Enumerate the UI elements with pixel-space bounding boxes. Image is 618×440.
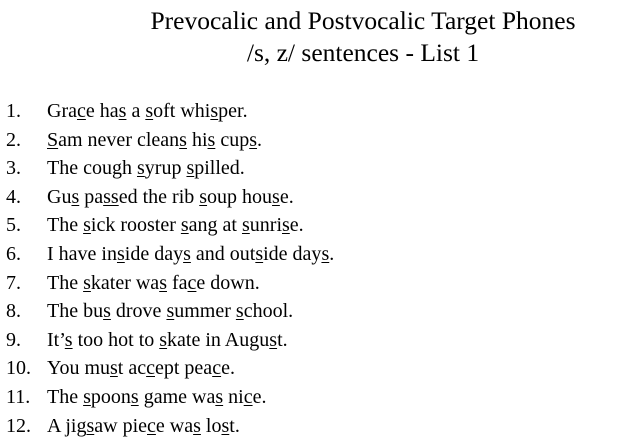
list-item-sentence bbox=[47, 297, 293, 326]
list-item-sentence bbox=[47, 383, 266, 412]
target-phone: s bbox=[83, 271, 91, 294]
sentence-text: ick rooster bbox=[90, 214, 181, 237]
target-phone: s bbox=[255, 242, 264, 265]
list-item-number: 1. bbox=[6, 100, 21, 122]
sentence-text: t. bbox=[229, 414, 240, 437]
target-phone: s bbox=[159, 271, 167, 294]
sentence-text: unri bbox=[249, 214, 282, 237]
target-phone: s bbox=[159, 328, 168, 351]
sentence-text: ide day bbox=[263, 242, 322, 265]
list-item-number: 3. bbox=[6, 157, 21, 180]
target-phone: ss bbox=[103, 185, 119, 208]
sentence-text: e. bbox=[289, 214, 304, 237]
target-phone: s bbox=[71, 185, 80, 208]
target-phone: s bbox=[207, 128, 216, 151]
target-phone: c bbox=[76, 100, 86, 122]
list-item-number: 4. bbox=[6, 185, 21, 208]
list-item-number: 2. bbox=[6, 128, 21, 151]
sentence-text: oft whi bbox=[153, 100, 211, 122]
target-phone: s bbox=[235, 300, 244, 323]
list-item-sentence bbox=[47, 183, 294, 212]
sentence-text: poon bbox=[90, 385, 131, 408]
sentence-text: You mu bbox=[47, 357, 110, 380]
sentence-text: . bbox=[257, 128, 263, 151]
target-phone: s bbox=[199, 185, 208, 208]
sentence-text: e. bbox=[252, 385, 267, 408]
list-item-sentence bbox=[47, 412, 240, 440]
page-title: Prevocalic and Postvocalic Target Phones bbox=[150, 6, 576, 35]
sentence-text: ang at bbox=[188, 214, 242, 237]
target-phone: s bbox=[145, 100, 154, 122]
target-phone: s bbox=[118, 100, 127, 122]
target-phone: s bbox=[166, 300, 175, 323]
target-phone: s bbox=[282, 214, 290, 237]
sentence-text: yrup bbox=[144, 157, 187, 180]
sentence-text: and out bbox=[190, 242, 256, 265]
sentence-text: ummer bbox=[174, 300, 236, 323]
target-phone: s bbox=[179, 128, 187, 151]
sentence-text: e. bbox=[221, 357, 235, 380]
target-phone: s bbox=[103, 300, 111, 323]
list-item-sentence bbox=[47, 154, 245, 183]
list-item-number: 11. bbox=[6, 385, 31, 408]
sentence-text: hi bbox=[186, 128, 208, 151]
target-phone: s bbox=[269, 328, 278, 351]
target-phone: s bbox=[210, 100, 219, 122]
list-item-number: 8. bbox=[6, 300, 21, 323]
sentence-text: am never clean bbox=[58, 128, 180, 151]
list-item-number: 12. bbox=[6, 414, 31, 437]
sentence-text: kater wa bbox=[90, 271, 160, 294]
sentence-text: It’ bbox=[47, 328, 65, 351]
list-item-number: 6. bbox=[6, 242, 21, 265]
sentence-text: aw pie bbox=[94, 414, 148, 437]
target-phone: S bbox=[47, 128, 59, 151]
target-phone: s bbox=[130, 385, 139, 408]
sentence-text: ni bbox=[223, 385, 244, 408]
sentence-text: The bbox=[47, 271, 84, 294]
sentence-text: kate in Augu bbox=[167, 328, 270, 351]
target-phone: c bbox=[187, 271, 197, 294]
sentence-text: chool. bbox=[243, 300, 294, 323]
list-item-sentence bbox=[47, 326, 288, 355]
sentence-text: drove bbox=[110, 300, 167, 323]
sentence-text: fa bbox=[166, 271, 188, 294]
sentence-text: Gu bbox=[47, 185, 72, 208]
target-phone: c bbox=[212, 357, 222, 380]
page-subtitle: /s, z/ sentences - List 1 bbox=[246, 38, 480, 67]
target-phone: s bbox=[64, 328, 73, 351]
list-item-sentence bbox=[47, 240, 334, 269]
list-item-sentence bbox=[47, 211, 304, 240]
sentence-text: game wa bbox=[138, 385, 216, 408]
sentence-text: The cough bbox=[47, 157, 137, 180]
target-phone: s bbox=[136, 157, 145, 180]
target-phone: s bbox=[86, 414, 95, 437]
sentence-text: pa bbox=[79, 185, 104, 208]
target-phone: s bbox=[110, 357, 118, 380]
target-phone: s bbox=[321, 242, 330, 265]
sentence-text: I have in bbox=[47, 242, 117, 265]
sentence-text: t ac bbox=[117, 357, 147, 380]
sentence-text: pilled. bbox=[194, 157, 245, 180]
sentence-text: too hot to bbox=[72, 328, 160, 351]
target-phone: c bbox=[243, 385, 253, 408]
target-phone: s bbox=[186, 157, 195, 180]
list-item-sentence bbox=[47, 354, 235, 383]
sentence-text: t. bbox=[277, 328, 288, 351]
sentence-text: a bbox=[126, 100, 146, 122]
target-phone: s bbox=[116, 242, 125, 265]
sentence-text: Gra bbox=[47, 100, 77, 122]
sentence-text: e. bbox=[279, 185, 294, 208]
sentence-text: e wa bbox=[155, 414, 194, 437]
target-phone: s bbox=[215, 385, 224, 408]
sentence-text: The bbox=[47, 385, 84, 408]
sentence-text: e ha bbox=[85, 100, 119, 122]
sentence-text: e down. bbox=[196, 271, 260, 294]
target-phone: s bbox=[241, 214, 250, 237]
list-item-number: 7. bbox=[6, 271, 21, 294]
target-phone: s bbox=[193, 414, 201, 437]
list-item-sentence bbox=[47, 97, 248, 126]
sentence-text: A jig bbox=[47, 414, 87, 437]
sentence-text: lo bbox=[200, 414, 222, 437]
sentence-text: ide day bbox=[124, 242, 184, 265]
list-item-sentence bbox=[47, 269, 260, 298]
target-phone: s bbox=[249, 128, 258, 151]
target-phone: s bbox=[83, 214, 91, 237]
list-item-number: 10. bbox=[6, 357, 31, 380]
sentence-text: . bbox=[329, 242, 335, 265]
target-phone: c bbox=[147, 414, 156, 437]
list-item-sentence bbox=[47, 126, 262, 155]
list-item-number: 9. bbox=[6, 328, 21, 351]
target-phone: s bbox=[272, 185, 280, 208]
sentence-text: oup hou bbox=[207, 185, 273, 208]
target-phone: c bbox=[146, 357, 155, 380]
sentence-text: The bbox=[47, 214, 84, 237]
sentence-text: The bu bbox=[47, 300, 104, 323]
target-phone: s bbox=[183, 242, 191, 265]
list-item-number: 5. bbox=[6, 214, 21, 237]
sentence-text: cup bbox=[215, 128, 250, 151]
sentence-text: per. bbox=[218, 100, 248, 122]
target-phone: s bbox=[180, 214, 189, 237]
target-phone: s bbox=[83, 385, 91, 408]
sentence-text: ed the rib bbox=[118, 185, 200, 208]
sentence-text: ept pea bbox=[155, 357, 213, 380]
target-phone: s bbox=[221, 414, 230, 437]
